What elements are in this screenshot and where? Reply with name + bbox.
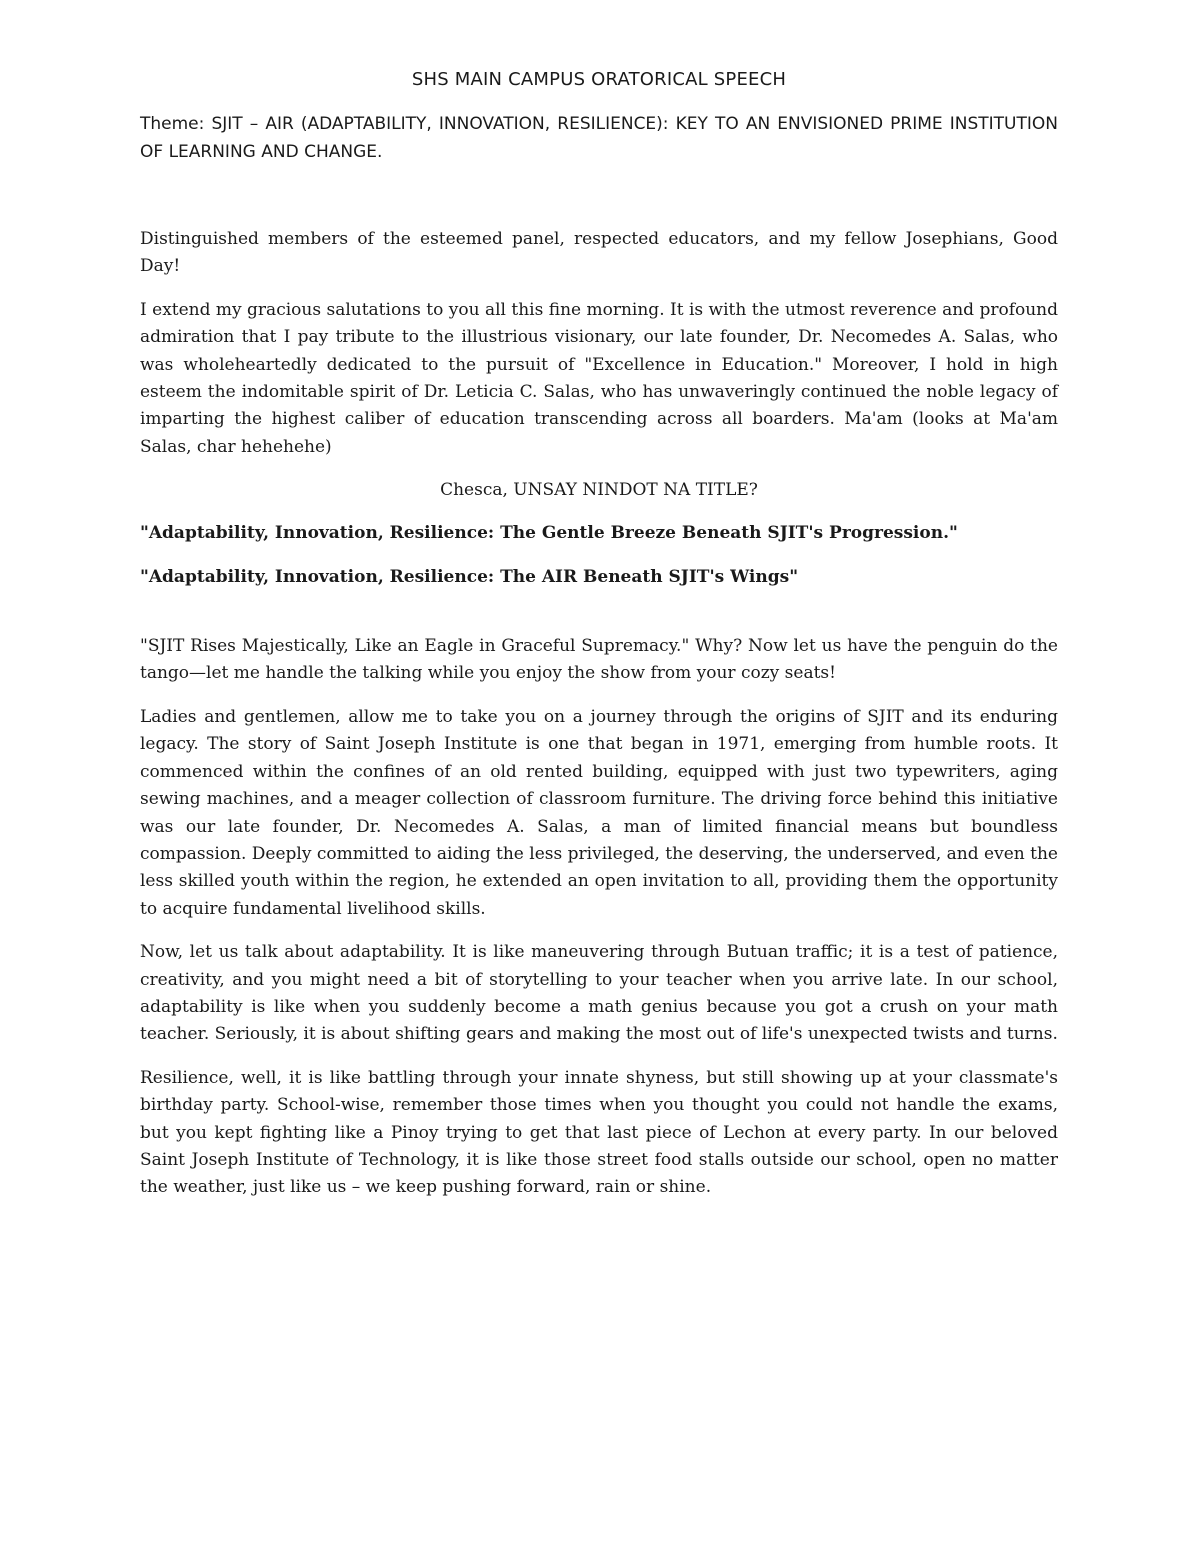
page-title: SHS MAIN CAMPUS ORATORICAL SPEECH [411, 69, 787, 90]
eagle-paragraph: "SJIT Rises Majestically, Like an Eagle in Graceful Supremacy." Why? Now let us have the penguin do the tango—let me handle the talking while you enjoy the show from your cozy seats! [140, 636, 1058, 684]
history-paragraph: Ladies and gentlemen, allow me to take you on a journey through the origins of SJIT and its enduring legacy. The story of Saint Joseph Institute is one that began in 1971, emerging from humble roots. It commenced within the confines of an old rented building, equipped with just two typewriters, aging sewing machines, and a meager collection of classroom furniture. The driving force behind this initiative was our late founder, Dr. Necomedes A. Salas, a man of limited financial means but boundless compassion. Deeply committed to aiding the less privileged, the deserving, the underserved, and even the less skilled youth within the region, he extended an open invitation to all, providing them the opportunity to acquire fundamental livelihood skills. [140, 706, 1058, 919]
title-question: Chesca, UNSAY NINDOT NA TITLE? [440, 480, 758, 501]
salutation-paragraph: I extend my gracious salutations to you all this fine morning. It is with the utmost reverence and profound admiration that I pay tribute to the illustrious visionary, our late founder, Dr. Necomedes A. Salas, who was wholeheartedly dedicated to the pursuit of "Excellence in Education." Moreover, I hold in high esteem the indomitable spirit of Dr. Leticia C. Salas, who has unwaveringly continued the noble legacy of imparting the highest caliber of education transcending across all boarders. Ma'am (looks at Ma'am Salas, char hehehehe) [140, 299, 1058, 457]
adaptability-paragraph: Now, let us talk about adaptability. It is like maneuvering through Butuan traffic; it is a test of patience, creativity, and you might need a bit of storytelling to your teacher when you arrive late. In our school, adaptability is like when you suddenly become a math genius because you got a crush on your math teacher. Seriously, it is about shifting gears and making the most out of life's unexpected twists and turns. [140, 942, 1058, 1045]
document-content [140, 66, 1058, 1218]
title-option-2: "Adaptability, Innovation, Resilience: The AIR Beneath SJIT's Wings" [140, 566, 799, 587]
title-option-1: "Adaptability, Innovation, Resilience: The Gentle Breeze Beneath SJIT's Progression." [140, 523, 958, 544]
speech-theme: Theme: SJIT – AIR (ADAPTABILITY, INNOVATION, RESILIENCE): KEY TO AN ENVISIONED PRIME INSTITUTION OF LEARNING AND CHANGE. [140, 114, 1058, 162]
resilience-paragraph: Resilience, well, it is like battling through your innate shyness, but still showing up at your classmate's birthday party. School-wise, remember those times when you thought you could not handle the exams, but you kept fighting like a Pinoy trying to get that last piece of Lechon at every party. In our beloved Saint Joseph Institute of Technology, it is like those street food stalls outside our school, open no matter the weather, just like us – we keep pushing forward, rain or shine. [140, 1067, 1058, 1198]
greeting-paragraph: Distinguished members of the esteemed panel, respected educators, and my fellow Josephians, Good Day! [140, 229, 1058, 277]
